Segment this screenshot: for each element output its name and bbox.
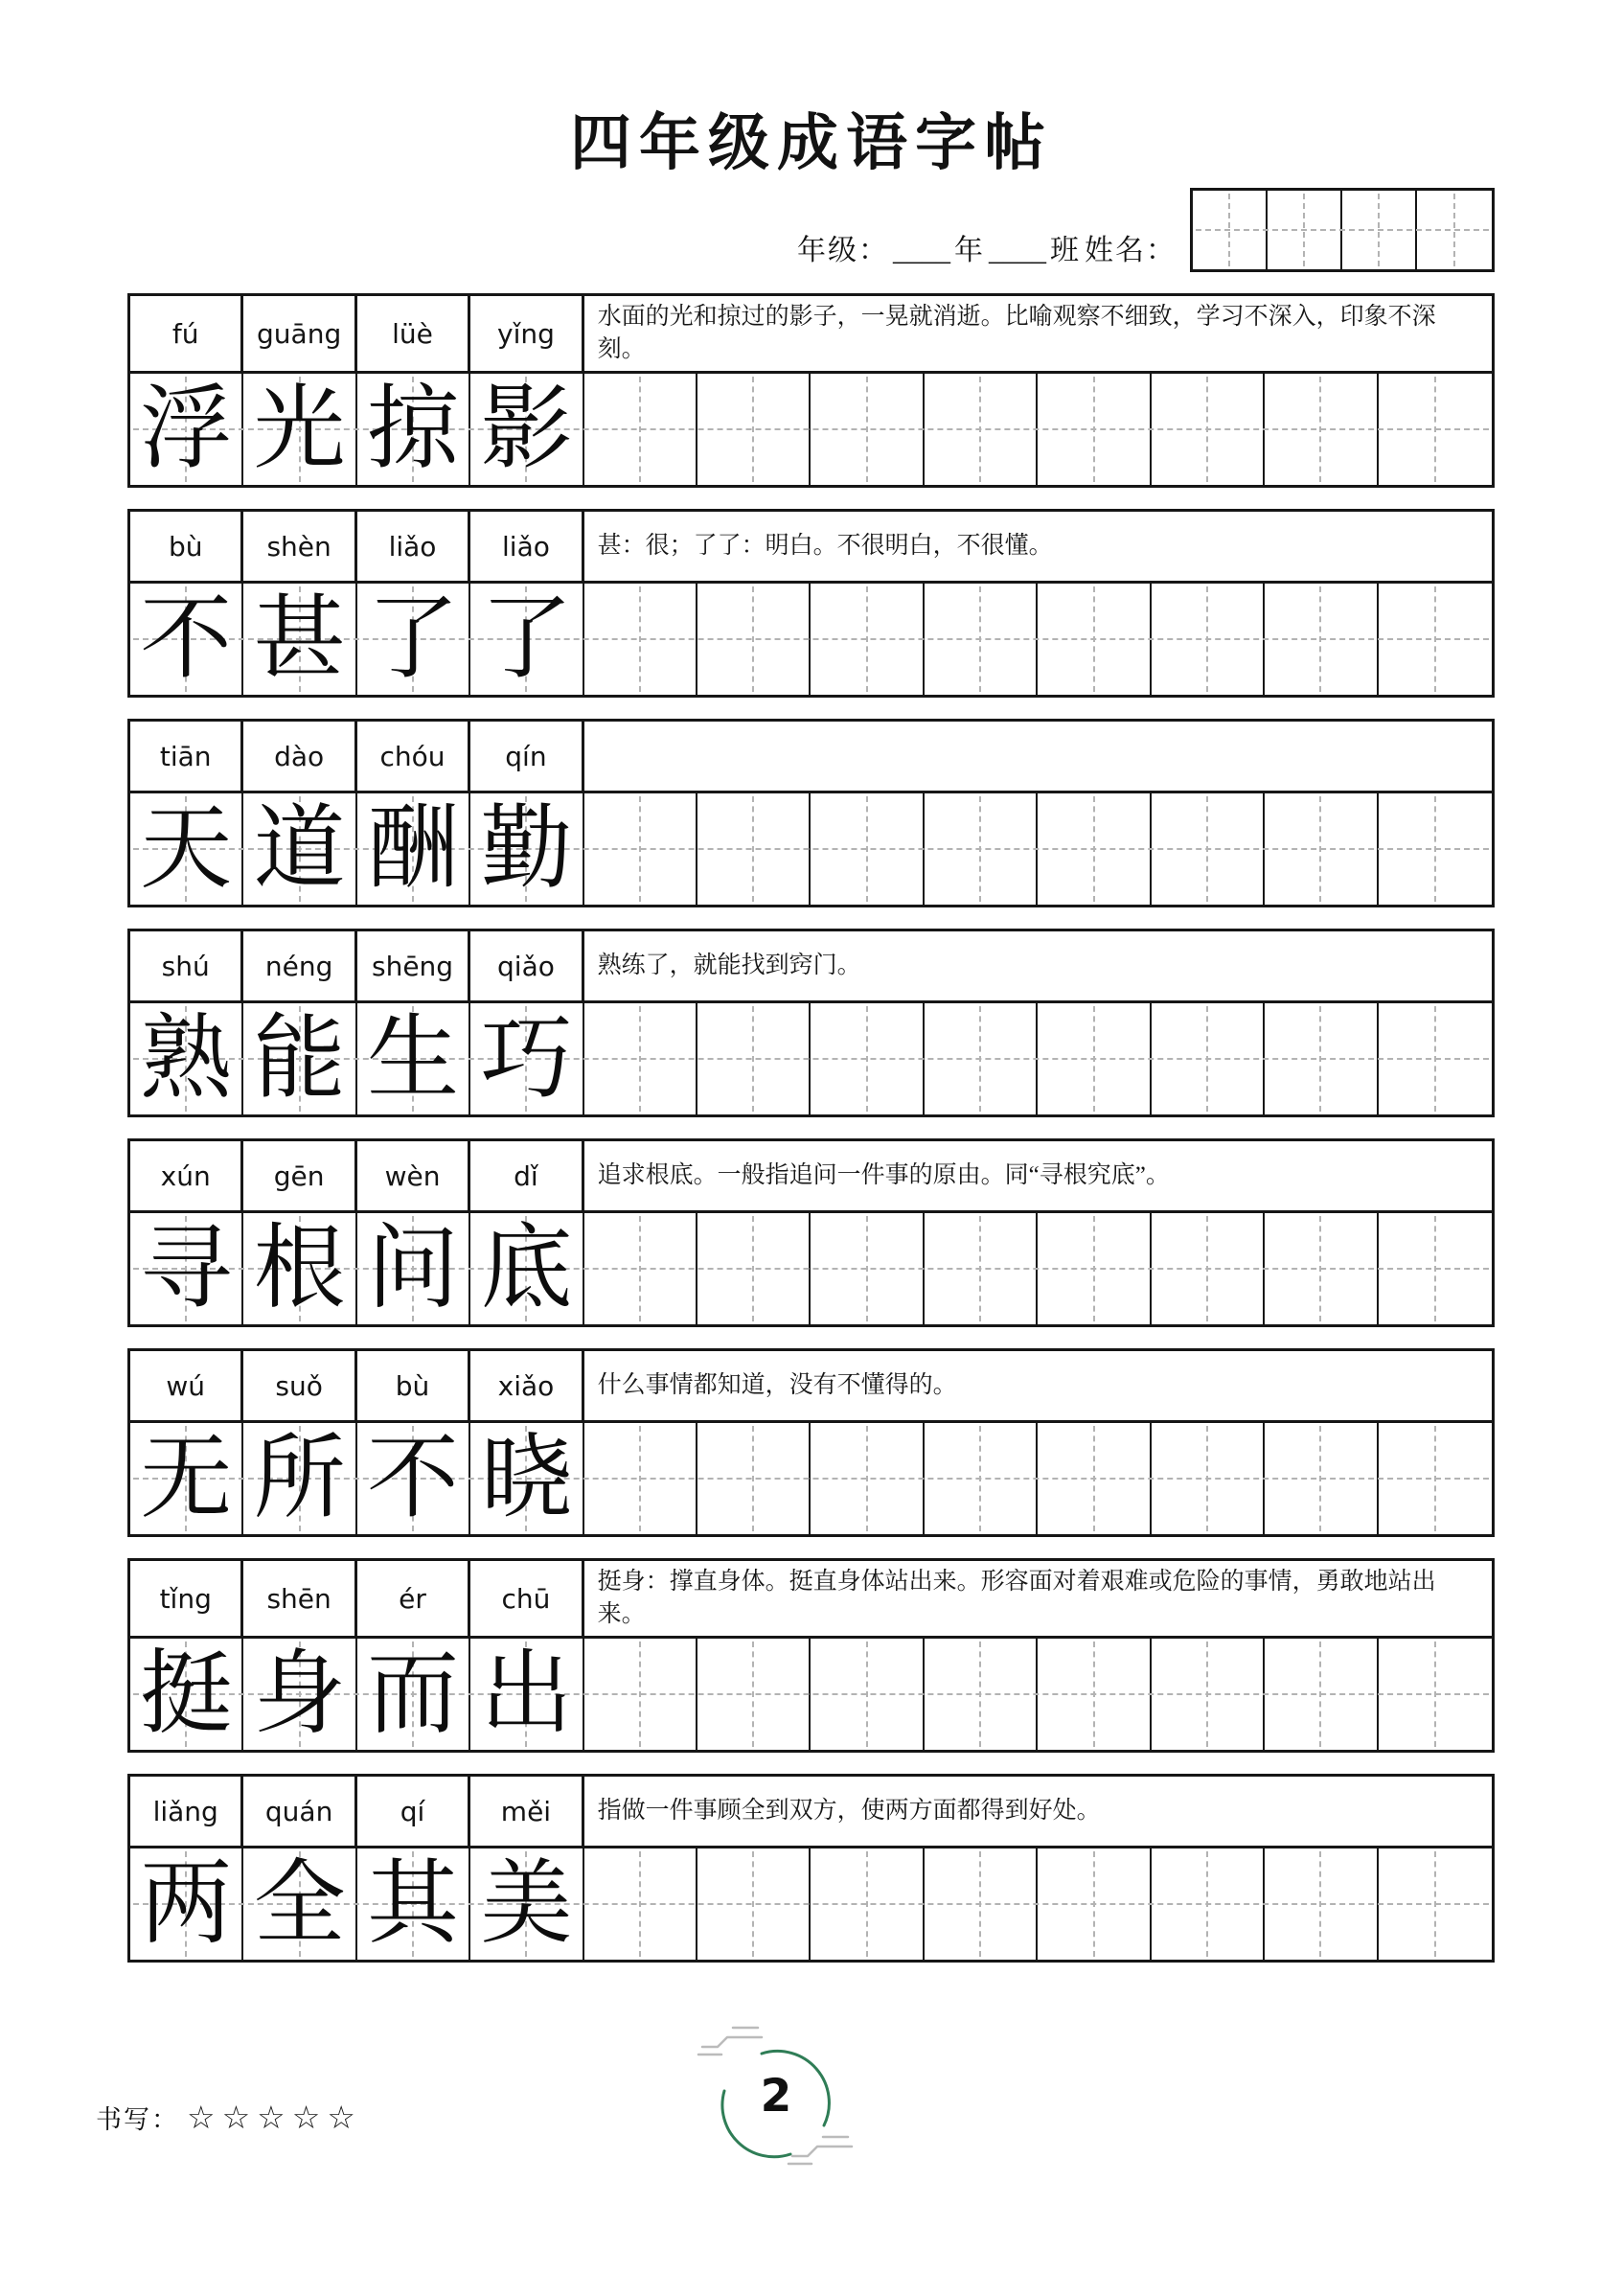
name-grid <box>1190 188 1495 272</box>
idiom-character: 了 <box>480 587 573 690</box>
idiom-character: 熟 <box>140 1007 233 1110</box>
practice-cell[interactable] <box>811 1639 924 1750</box>
idiom-character: 根 <box>253 1217 346 1320</box>
idiom-character: 两 <box>140 1852 233 1955</box>
practice-cell[interactable] <box>1265 1848 1378 1960</box>
practice-cell[interactable] <box>1379 1639 1492 1750</box>
pinyin-cell: liǎo <box>470 512 583 581</box>
idiom-character: 了 <box>367 587 460 690</box>
practice-cell[interactable] <box>925 1003 1038 1114</box>
idiom-character: 其 <box>367 1852 460 1955</box>
idiom-group <box>127 719 1495 907</box>
idiom-character: 影 <box>480 378 573 480</box>
idiom-character: 美 <box>480 1852 573 1955</box>
character-cell <box>357 793 470 905</box>
practice-cell[interactable] <box>1379 584 1492 695</box>
idiom-character: 道 <box>253 797 346 900</box>
character-cell <box>470 584 583 695</box>
pinyin-cell: shèn <box>243 512 356 581</box>
idiom-character: 寻 <box>140 1217 233 1320</box>
practice-cell[interactable] <box>811 793 924 905</box>
character-cell <box>357 1003 470 1114</box>
practice-cell[interactable] <box>1265 793 1378 905</box>
practice-cell[interactable] <box>584 1213 697 1324</box>
practice-cell[interactable] <box>1038 1003 1151 1114</box>
idiom-character: 底 <box>480 1217 573 1320</box>
practice-cell[interactable] <box>584 1848 697 1960</box>
practice-cell[interactable] <box>1038 374 1151 485</box>
character-cell <box>243 374 356 485</box>
character-cell <box>130 793 243 905</box>
character-cell <box>130 1423 243 1534</box>
pinyin-cell: měi <box>470 1777 583 1846</box>
practice-cell[interactable] <box>584 374 697 485</box>
practice-cell[interactable] <box>811 1003 924 1114</box>
practice-cell[interactable] <box>1265 1423 1378 1534</box>
idiom-header-row <box>130 1141 1492 1213</box>
pinyin-cell: bù <box>357 1351 470 1420</box>
character-cell <box>243 1003 356 1114</box>
practice-cell[interactable] <box>925 1213 1038 1324</box>
pinyin-cell: xiǎo <box>470 1351 583 1420</box>
character-cell <box>357 374 470 485</box>
grade-class-name-line <box>127 188 1495 272</box>
grade-class-name-text <box>795 226 1178 268</box>
idiom-character: 无 <box>140 1427 233 1529</box>
practice-cell[interactable] <box>697 1423 811 1534</box>
pinyin-cell: tǐng <box>130 1561 243 1636</box>
practice-cell[interactable] <box>811 1213 924 1324</box>
character-cell <box>130 1003 243 1114</box>
character-cell <box>357 584 470 695</box>
practice-cell[interactable] <box>1038 1213 1151 1324</box>
practice-row <box>130 1423 1492 1534</box>
practice-cell[interactable] <box>697 374 811 485</box>
idiom-character: 不 <box>140 587 233 690</box>
pinyin-cell: qiǎo <box>470 931 583 1000</box>
pinyin-cell: liǎng <box>130 1777 243 1846</box>
pinyin-cell: chóu <box>357 722 470 791</box>
page-number-decoration <box>695 2020 857 2193</box>
character-cell <box>130 584 243 695</box>
idiom-character: 掠 <box>367 378 460 480</box>
idiom-character: 晓 <box>480 1427 573 1529</box>
idiom-header-row <box>130 1561 1492 1639</box>
practice-cell[interactable] <box>925 1423 1038 1534</box>
practice-cell[interactable] <box>1379 1003 1492 1114</box>
idiom-character: 巧 <box>480 1007 573 1110</box>
practice-cell[interactable] <box>925 1848 1038 1960</box>
idiom-group <box>127 1348 1495 1537</box>
character-cell <box>470 1213 583 1324</box>
character-cell <box>130 374 243 485</box>
practice-cell[interactable] <box>811 374 924 485</box>
character-cell <box>243 793 356 905</box>
pinyin-cell: bù <box>130 512 243 581</box>
practice-cell[interactable] <box>1152 1423 1265 1534</box>
grade-blank[interactable]: ____ <box>893 235 950 266</box>
character-cell <box>243 1213 356 1324</box>
practice-cell[interactable] <box>697 584 811 695</box>
idiom-group <box>127 509 1495 698</box>
pinyin-cell: suǒ <box>243 1351 356 1420</box>
idiom-group <box>127 293 1495 488</box>
character-cell <box>357 1213 470 1324</box>
definition-cell: 熟练了，就能找到窍门。 <box>597 953 861 978</box>
writing-score-line <box>96 2099 362 2136</box>
idiom-character: 问 <box>367 1217 460 1320</box>
writing-stars[interactable]: ☆☆☆☆☆ <box>187 2099 362 2136</box>
idiom-header-row <box>130 296 1492 374</box>
practice-cell[interactable] <box>584 1003 697 1114</box>
character-cell <box>470 1639 583 1750</box>
definition-cell: 指做一件事顾全到双方，使两方面都得到好处。 <box>597 1798 1101 1824</box>
pinyin-cell: qí <box>357 1777 470 1846</box>
practice-cell[interactable] <box>584 793 697 905</box>
practice-cell[interactable] <box>1152 374 1265 485</box>
name-grid-cell[interactable] <box>1268 191 1342 269</box>
practice-cell[interactable] <box>1152 584 1265 695</box>
character-cell <box>357 1639 470 1750</box>
year-label: 年 <box>954 235 985 266</box>
cloud-icon <box>789 2137 852 2164</box>
pinyin-cell: fú <box>130 296 243 371</box>
grade-label: 年级： <box>797 235 889 266</box>
pinyin-cell: néng <box>243 931 356 1000</box>
pinyin-cell: tiān <box>130 722 243 791</box>
character-cell <box>357 1423 470 1534</box>
pinyin-cell: shú <box>130 931 243 1000</box>
practice-row <box>130 374 1492 485</box>
practice-cell[interactable] <box>925 584 1038 695</box>
idiom-character: 酬 <box>367 797 460 900</box>
pinyin-cell: xún <box>130 1141 243 1210</box>
idiom-character: 天 <box>140 797 233 900</box>
definition-cell: 水面的光和掠过的影子，一晃就消逝。比喻观察不细致，学习不深入，印象不深刻。 <box>597 304 1436 362</box>
character-cell <box>130 1639 243 1750</box>
practice-cell[interactable] <box>697 1003 811 1114</box>
practice-row <box>130 1213 1492 1324</box>
idiom-header-row <box>130 722 1492 793</box>
practice-cell[interactable] <box>1265 1213 1378 1324</box>
definition-cell <box>584 722 1492 791</box>
idiom-header-row <box>130 512 1492 584</box>
character-cell <box>130 1848 243 1960</box>
idiom-character: 身 <box>253 1642 346 1745</box>
pinyin-cell: lüè <box>357 296 470 371</box>
class-blank[interactable]: ____ <box>989 235 1046 266</box>
idiom-header-row <box>130 931 1492 1003</box>
pinyin-cell: shēng <box>357 931 470 1000</box>
character-cell <box>470 1848 583 1960</box>
practice-cell[interactable] <box>1379 793 1492 905</box>
page-number: 2 <box>760 2070 792 2123</box>
pinyin-cell: qín <box>470 722 583 791</box>
idiom-character: 生 <box>367 1007 460 1110</box>
name-grid-cell[interactable] <box>1193 191 1268 269</box>
idiom-group <box>127 1558 1495 1753</box>
practice-cell[interactable] <box>1379 374 1492 485</box>
practice-cell[interactable] <box>1379 1848 1492 1960</box>
pinyin-cell: liǎo <box>357 512 470 581</box>
practice-cell[interactable] <box>584 584 697 695</box>
pinyin-cell: yǐng <box>470 296 583 371</box>
character-cell <box>243 1639 356 1750</box>
character-cell <box>470 1423 583 1534</box>
practice-cell[interactable] <box>1152 1639 1265 1750</box>
idiom-practice-sheet <box>127 293 1495 1984</box>
practice-cell[interactable] <box>1038 1639 1151 1750</box>
character-cell <box>130 1213 243 1324</box>
practice-cell[interactable] <box>697 1848 811 1960</box>
pinyin-cell: shēn <box>243 1561 356 1636</box>
practice-row <box>130 1848 1492 1960</box>
practice-cell[interactable] <box>1038 793 1151 905</box>
pinyin-cell: wèn <box>357 1141 470 1210</box>
idiom-character: 浮 <box>140 378 233 480</box>
practice-row <box>130 584 1492 695</box>
practice-cell[interactable] <box>697 793 811 905</box>
pinyin-cell: gēn <box>243 1141 356 1210</box>
character-cell <box>470 1003 583 1114</box>
idiom-character: 所 <box>253 1427 346 1529</box>
page-title: 四年级成语字帖 <box>570 109 1053 177</box>
practice-cell[interactable] <box>697 1213 811 1324</box>
idiom-character: 光 <box>253 378 346 480</box>
practice-cell[interactable] <box>1265 1639 1378 1750</box>
definition-cell: 挺身：撑直身体。挺直身体站出来。形容面对着艰难或危险的事情，勇敢地站出来。 <box>597 1569 1436 1627</box>
definition-cell: 什么事情都知道，没有不懂得的。 <box>597 1372 957 1398</box>
character-cell <box>470 793 583 905</box>
practice-cell[interactable] <box>1152 1848 1265 1960</box>
practice-cell[interactable] <box>697 1639 811 1750</box>
definition-cell: 追求根底。一般指追问一件事的原由。同“寻根究底”。 <box>597 1162 1170 1188</box>
practice-cell[interactable] <box>811 584 924 695</box>
pinyin-cell: dǐ <box>470 1141 583 1210</box>
pinyin-cell: guāng <box>243 296 356 371</box>
practice-cell[interactable] <box>1379 1423 1492 1534</box>
idiom-character: 甚 <box>253 587 346 690</box>
idiom-character: 挺 <box>140 1642 233 1745</box>
idiom-header-row <box>130 1777 1492 1848</box>
idiom-character: 能 <box>253 1007 346 1110</box>
practice-cell[interactable] <box>1152 793 1265 905</box>
practice-cell[interactable] <box>1038 584 1151 695</box>
practice-cell[interactable] <box>1152 1003 1265 1114</box>
practice-cell[interactable] <box>925 374 1038 485</box>
practice-cell[interactable] <box>1038 1423 1151 1534</box>
idiom-group <box>127 1774 1495 1963</box>
practice-cell[interactable] <box>1152 1213 1265 1324</box>
practice-cell[interactable] <box>811 1423 924 1534</box>
practice-cell[interactable] <box>584 1423 697 1534</box>
definition-cell: 甚：很；了了：明白。不很明白，不很懂。 <box>597 533 1053 559</box>
pinyin-cell: quán <box>243 1777 356 1846</box>
practice-row <box>130 793 1492 905</box>
character-cell <box>243 1848 356 1960</box>
idiom-character: 出 <box>480 1642 573 1745</box>
idiom-group <box>127 1138 1495 1327</box>
character-cell <box>243 584 356 695</box>
cloud-icon <box>698 2028 762 2055</box>
pinyin-cell: chū <box>470 1561 583 1636</box>
character-cell <box>357 1848 470 1960</box>
character-cell <box>243 1423 356 1534</box>
practice-cell[interactable] <box>811 1848 924 1960</box>
pinyin-cell: wú <box>130 1351 243 1420</box>
idiom-group <box>127 929 1495 1117</box>
name-grid-cell[interactable] <box>1342 191 1417 269</box>
writing-score-label: 书写： <box>96 2105 179 2134</box>
practice-cell[interactable] <box>584 1639 697 1750</box>
class-label: 班 <box>1050 235 1081 266</box>
pinyin-cell: dào <box>243 722 356 791</box>
name-label: 姓名： <box>1085 235 1177 266</box>
practice-row <box>130 1003 1492 1114</box>
idiom-character: 全 <box>253 1852 346 1955</box>
idiom-header-row <box>130 1351 1492 1423</box>
idiom-character: 而 <box>367 1642 460 1745</box>
practice-cell[interactable] <box>925 1639 1038 1750</box>
pinyin-cell: ér <box>357 1561 470 1636</box>
character-cell <box>470 374 583 485</box>
idiom-character: 勤 <box>480 797 573 900</box>
practice-cell[interactable] <box>1038 1848 1151 1960</box>
practice-cell[interactable] <box>1265 374 1378 485</box>
practice-cell[interactable] <box>925 793 1038 905</box>
practice-cell[interactable] <box>1379 1213 1492 1324</box>
practice-cell[interactable] <box>1265 1003 1378 1114</box>
practice-cell[interactable] <box>1265 584 1378 695</box>
name-grid-cell[interactable] <box>1417 191 1492 269</box>
idiom-character: 不 <box>367 1427 460 1529</box>
practice-row <box>130 1639 1492 1750</box>
